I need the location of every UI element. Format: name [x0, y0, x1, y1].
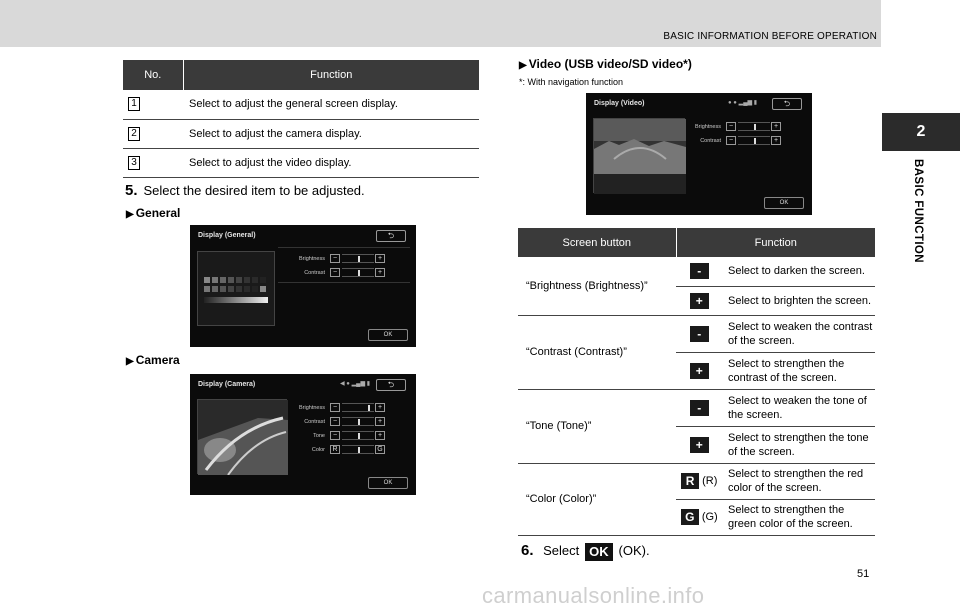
camera-preview-image — [197, 399, 287, 474]
step-text-suffix: (OK). — [614, 543, 650, 558]
color-label: Color — [311, 447, 325, 453]
slider-marker — [358, 270, 360, 276]
row-function: Select to adjust the video display. — [183, 148, 479, 177]
color-swatch — [252, 277, 258, 283]
row-function: Select to adjust the camera display. — [183, 119, 479, 148]
brightness-slider[interactable] — [738, 122, 770, 131]
color-red-button[interactable]: R — [330, 445, 340, 454]
step-number: 5. — [125, 182, 138, 199]
color-swatch — [236, 277, 242, 283]
brightness-plus-button[interactable]: + — [375, 403, 385, 412]
brightness-minus-button[interactable]: − — [726, 122, 736, 131]
row-number-box: 2 — [128, 127, 140, 141]
gradient-bar — [204, 297, 268, 303]
plus-icon: + — [690, 363, 709, 379]
row-number-box: 3 — [128, 156, 140, 170]
button-label: “Contrast (Contrast)” — [518, 315, 676, 389]
function-table — [123, 60, 479, 178]
screen-title: Display (General) — [198, 232, 256, 239]
table-row — [123, 119, 479, 148]
slider-marker — [358, 433, 360, 439]
slider-marker — [754, 124, 756, 130]
color-swatch — [244, 277, 250, 283]
chapter-side-tab — [882, 47, 960, 611]
color-swatch — [220, 277, 226, 283]
general-heading — [126, 206, 180, 220]
minus-icon: - — [690, 263, 709, 279]
table-row — [518, 389, 875, 426]
table-header-function: Function — [183, 60, 479, 90]
contrast-plus-button[interactable]: + — [771, 136, 781, 145]
table-row — [123, 90, 479, 119]
screen-title: Display (Camera) — [198, 381, 256, 388]
back-button[interactable]: ⮌ — [376, 230, 406, 242]
color-green-button[interactable]: G — [375, 445, 385, 454]
color-swatch — [204, 286, 210, 292]
step-6 — [521, 542, 650, 561]
contrast-slider[interactable] — [738, 136, 770, 145]
color-swatch — [212, 286, 218, 292]
table-row — [518, 463, 875, 499]
video-scene — [594, 119, 686, 194]
chapter-label: BASIC FUNCTION — [912, 159, 924, 263]
screen-button-table — [518, 228, 875, 536]
page-header — [0, 0, 960, 47]
color-swatch — [220, 286, 226, 292]
step-number: 6. — [521, 542, 534, 559]
contrast-minus-button[interactable]: − — [330, 417, 340, 426]
step-5 — [125, 182, 365, 199]
row-function: Select to darken the screen. — [722, 257, 875, 286]
red-r-icon: R — [681, 473, 699, 489]
minus-icon: - — [690, 326, 709, 342]
row-function: Select to adjust the general screen display. — [183, 90, 479, 119]
row-function: Select to strengthen the tone of the screen. — [722, 426, 875, 463]
row-function: Select to strengthen the red color of the screen. — [722, 463, 875, 499]
plus-icon: + — [690, 293, 709, 309]
row-function: Select to strengthen the contrast of the screen. — [722, 352, 875, 389]
header-title: BASIC INFORMATION BEFORE OPERATION — [663, 31, 877, 42]
table-header-screen-button: Screen button — [518, 228, 676, 257]
color-swatch — [228, 286, 234, 292]
ok-icon: OK — [585, 543, 613, 561]
table-header-no: No. — [123, 60, 183, 90]
divider — [278, 247, 410, 248]
ok-button[interactable]: OK — [368, 329, 408, 341]
contrast-label: Contrast — [700, 138, 721, 144]
color-slider[interactable] — [342, 445, 374, 454]
color-swatch — [244, 286, 250, 292]
color-swatch — [252, 286, 258, 292]
brightness-label: Brightness — [299, 256, 325, 262]
icon-suffix: (R) — [699, 474, 718, 487]
step-text: Select the desired item to be adjusted. — [143, 183, 365, 198]
brightness-plus-button[interactable]: + — [375, 254, 385, 263]
tone-slider[interactable] — [342, 431, 374, 440]
row-function: Select to brighten the screen. — [722, 286, 875, 315]
table-row — [518, 315, 875, 352]
table-row — [123, 148, 479, 177]
row-function: Select to weaken the tone of the screen. — [722, 389, 875, 426]
ok-button[interactable]: OK — [368, 477, 408, 489]
camera-heading-text: Camera — [135, 353, 180, 367]
contrast-label: Contrast — [304, 270, 325, 276]
divider — [278, 282, 410, 283]
brightness-minus-button[interactable]: − — [330, 254, 340, 263]
footnote: *: With navigation function — [519, 77, 624, 87]
contrast-plus-button[interactable]: + — [375, 268, 385, 277]
button-label: “Brightness (Brightness)” — [518, 257, 676, 315]
video-preview-image — [593, 118, 685, 193]
slider-marker — [358, 447, 360, 453]
tone-label: Tone — [313, 433, 325, 439]
video-heading-text: Video (USB video/SD video*) — [528, 57, 692, 71]
button-label: “Tone (Tone)” — [518, 389, 676, 463]
back-button[interactable]: ⮌ — [376, 379, 406, 391]
brightness-label: Brightness — [299, 405, 325, 411]
row-function: Select to strengthen the green color of the screen. — [722, 499, 875, 535]
color-swatch — [228, 277, 234, 283]
contrast-label: Contrast — [304, 419, 325, 425]
brightness-minus-button[interactable]: − — [330, 403, 340, 412]
contrast-plus-button[interactable]: + — [375, 417, 385, 426]
general-heading-text: General — [135, 206, 181, 220]
screen-title: Display (Video) — [594, 100, 645, 107]
slider-marker — [368, 405, 370, 411]
camera-display-screen — [190, 374, 416, 495]
back-button[interactable]: ⮌ — [772, 98, 802, 110]
chapter-number: 2 — [882, 113, 960, 151]
color-swatch — [260, 277, 266, 283]
color-swatch — [212, 277, 218, 283]
step-text: Select — [543, 543, 580, 558]
row-function: Select to weaken the contrast of the screen. — [722, 315, 875, 352]
slider-marker — [358, 419, 360, 425]
brightness-slider[interactable] — [342, 254, 374, 263]
contrast-minus-button[interactable]: − — [726, 136, 736, 145]
color-swatch — [236, 286, 242, 292]
tone-minus-button[interactable]: − — [330, 431, 340, 440]
contrast-minus-button[interactable]: − — [330, 268, 340, 277]
triangle-bullet-icon: ▶ — [126, 356, 134, 367]
brightness-plus-button[interactable]: + — [771, 122, 781, 131]
color-swatch — [204, 277, 210, 283]
contrast-slider[interactable] — [342, 417, 374, 426]
video-display-screen — [586, 93, 812, 215]
watermark: carmanualsonline.info — [482, 583, 705, 608]
status-icons: ● ● ▂▄▆ ▮ — [728, 100, 758, 106]
page-number: 51 — [857, 568, 870, 580]
icon-suffix: (G) — [698, 510, 718, 523]
minus-icon: - — [690, 400, 709, 416]
contrast-slider[interactable] — [342, 268, 374, 277]
slider-marker — [754, 138, 756, 144]
button-label: “Color (Color)” — [518, 463, 676, 535]
brightness-label: Brightness — [695, 124, 721, 130]
camera-scene — [198, 400, 288, 475]
camera-heading — [126, 353, 180, 367]
general-display-screen — [190, 225, 416, 347]
row-number-box: 1 — [128, 97, 140, 111]
color-swatch — [260, 286, 266, 292]
triangle-bullet-icon: ▶ — [126, 209, 134, 220]
slider-marker — [358, 256, 360, 262]
video-heading — [519, 57, 692, 71]
ok-button[interactable]: OK — [764, 197, 804, 209]
brightness-slider[interactable] — [342, 403, 374, 412]
status-icons: ◀ ● ▂▄▆ ▮ — [340, 381, 371, 387]
table-row — [518, 257, 875, 286]
header-tab-gap — [881, 0, 960, 47]
green-g-icon: G — [681, 509, 699, 525]
table-header-function: Function — [676, 228, 875, 257]
plus-icon: + — [690, 437, 709, 453]
triangle-bullet-icon: ▶ — [519, 60, 527, 71]
tone-plus-button[interactable]: + — [375, 431, 385, 440]
